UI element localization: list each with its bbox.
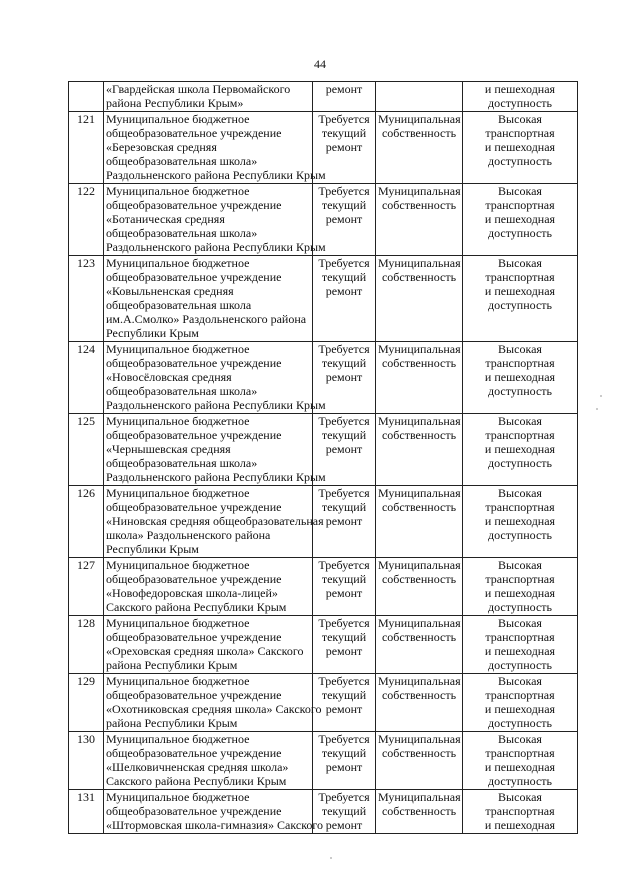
- institution-name-line: Раздольненского района Республики Крым: [106, 168, 326, 182]
- accessibility-line: транспортная: [485, 428, 555, 442]
- institution-name-line: Раздольненского района Республики Крым: [106, 470, 326, 484]
- row-number-cell: 122: [69, 184, 104, 256]
- condition-cell: [313, 82, 376, 112]
- row-number-cell: 131: [69, 790, 104, 834]
- institution-name-line: «Ореховская средняя школа» Сакского: [106, 644, 304, 658]
- institution-name-line: общеобразовательная школа: [106, 298, 252, 312]
- accessibility-line: Высокая: [498, 558, 542, 572]
- accessibility-line: доступность: [487, 528, 552, 542]
- scan-speck: [330, 857, 332, 859]
- condition-line: текущий: [321, 270, 367, 284]
- table-row: [69, 616, 578, 674]
- institution-name-line: школа» Раздольненского района: [106, 528, 271, 542]
- institution-name-line: общеобразовательное учреждение: [106, 356, 282, 370]
- accessibility-line: Высокая: [498, 616, 542, 630]
- table-row: [69, 256, 578, 342]
- institution-name-line: Республики Крым: [106, 542, 199, 556]
- ownership-cell: [376, 674, 463, 732]
- accessibility-line: доступность: [487, 774, 552, 788]
- institution-name-line: общеобразовательное учреждение: [106, 746, 282, 760]
- institution-name-line: Республики Крым: [106, 326, 199, 340]
- table-row: [69, 674, 578, 732]
- institution-name-line: «Охотниковская средняя школа» Сакского: [106, 702, 322, 716]
- accessibility-line: и пешеходная: [484, 702, 556, 716]
- condition-cell: [313, 674, 376, 732]
- table-row: [69, 558, 578, 616]
- condition-line: текущий: [321, 500, 367, 514]
- ownership-line: Муниципальная: [378, 414, 461, 428]
- institution-name-line: Муниципальное бюджетное: [106, 184, 250, 198]
- row-number-cell: 130: [69, 732, 104, 790]
- institution-name-cell: [104, 790, 324, 834]
- condition-line: ремонт: [325, 82, 363, 96]
- accessibility-cell: [463, 184, 578, 256]
- row-number-cell: 124: [69, 342, 104, 414]
- accessibility-cell: [463, 82, 578, 112]
- institution-name-line: Сакского района Республики Крым: [106, 600, 287, 614]
- accessibility-line: транспортная: [485, 630, 555, 644]
- ownership-cell: [376, 414, 463, 486]
- institution-name-line: «Новосёловская средняя: [106, 370, 232, 384]
- accessibility-line: доступность: [487, 96, 552, 110]
- ownership-line: собственность: [381, 500, 457, 514]
- accessibility-line: Высокая: [498, 184, 542, 198]
- condition-line: Требуется: [318, 342, 370, 356]
- accessibility-line: доступность: [487, 456, 552, 470]
- ownership-line: собственность: [381, 126, 457, 140]
- row-number-cell: 129: [69, 674, 104, 732]
- accessibility-line: Высокая: [498, 790, 542, 804]
- institution-name-cell: [104, 732, 313, 790]
- ownership-cell: [376, 616, 463, 674]
- accessibility-line: транспортная: [485, 688, 555, 702]
- ownership-line: собственность: [381, 746, 457, 760]
- accessibility-line: и пешеходная: [484, 760, 556, 774]
- ownership-line: Муниципальная: [378, 674, 461, 688]
- condition-line: ремонт: [325, 702, 363, 716]
- row-number-cell: 125: [69, 414, 104, 486]
- row-number-cell: 123: [69, 256, 104, 342]
- accessibility-line: доступность: [487, 600, 552, 614]
- institution-name-line: общеобразовательная школа»: [106, 154, 258, 168]
- institution-name-cell: [104, 184, 326, 256]
- accessibility-line: Высокая: [498, 414, 542, 428]
- accessibility-cell: [463, 256, 578, 342]
- ownership-line: собственность: [381, 270, 457, 284]
- scan-speck: [600, 395, 602, 397]
- institution-name-line: «Ковыльненская средняя: [106, 284, 234, 298]
- condition-line: текущий: [321, 688, 367, 702]
- ownership-line: Муниципальная: [378, 558, 461, 572]
- ownership-cell: [376, 732, 463, 790]
- accessibility-line: и пешеходная: [484, 82, 556, 96]
- institution-name-line: общеобразовательное учреждение: [106, 198, 282, 212]
- condition-line: Требуется: [318, 790, 370, 804]
- accessibility-line: Высокая: [498, 674, 542, 688]
- accessibility-cell: [463, 732, 578, 790]
- institution-name-line: «Новофедоровская школа-лицей»: [106, 586, 278, 600]
- ownership-cell: [376, 184, 463, 256]
- table-row: [69, 82, 578, 112]
- condition-cell: [313, 256, 376, 342]
- accessibility-cell: [463, 790, 578, 834]
- condition-line: текущий: [321, 572, 367, 586]
- table-row: [69, 112, 578, 184]
- condition-line: Требуется: [318, 486, 370, 500]
- institution-name-line: общеобразовательная школа»: [106, 226, 258, 240]
- condition-cell: [313, 732, 376, 790]
- row-number-cell: 126: [69, 486, 104, 558]
- ownership-cell: [376, 82, 463, 112]
- institution-name-cell: [104, 674, 322, 732]
- condition-line: ремонт: [325, 442, 363, 456]
- condition-line: ремонт: [325, 370, 363, 384]
- condition-line: ремонт: [325, 514, 363, 528]
- accessibility-line: транспортная: [485, 804, 555, 818]
- institution-name-cell: [104, 82, 313, 112]
- ownership-line: собственность: [381, 572, 457, 586]
- accessibility-line: и пешеходная: [484, 586, 556, 600]
- condition-line: текущий: [321, 198, 367, 212]
- institution-name-cell: [104, 342, 326, 414]
- ownership-cell: [376, 486, 463, 558]
- condition-line: текущий: [321, 746, 367, 760]
- institution-name-line: Муниципальное бюджетное: [106, 486, 250, 500]
- institution-name-line: общеобразовательное учреждение: [106, 630, 282, 644]
- accessibility-line: доступность: [487, 658, 552, 672]
- institution-name-line: Муниципальное бюджетное: [106, 558, 250, 572]
- condition-line: Требуется: [318, 256, 370, 270]
- accessibility-line: доступность: [487, 716, 552, 730]
- accessibility-line: транспортная: [485, 572, 555, 586]
- ownership-cell: [376, 558, 463, 616]
- institution-name-cell: [104, 112, 326, 184]
- accessibility-line: и пешеходная: [484, 284, 556, 298]
- institution-name-line: общеобразовательная школа»: [106, 384, 258, 398]
- accessibility-line: доступность: [487, 384, 552, 398]
- institution-name-line: «Березовская средняя: [106, 140, 217, 154]
- accessibility-line: транспортная: [485, 126, 555, 140]
- institution-name-line: Муниципальное бюджетное: [106, 256, 250, 270]
- accessibility-line: транспортная: [485, 198, 555, 212]
- ownership-cell: [376, 790, 463, 834]
- ownership-line: Муниципальная: [378, 112, 461, 126]
- accessibility-line: Высокая: [498, 342, 542, 356]
- table-row: [69, 732, 578, 790]
- institution-name-line: общеобразовательное учреждение: [106, 126, 282, 140]
- institution-name-line: Муниципальное бюджетное: [106, 674, 250, 688]
- accessibility-line: и пешеходная: [484, 212, 556, 226]
- ownership-line: Муниципальная: [378, 342, 461, 356]
- accessibility-cell: [463, 558, 578, 616]
- institution-name-line: района Республики Крым: [106, 716, 238, 730]
- accessibility-line: и пешеходная: [484, 514, 556, 528]
- institution-name-line: общеобразовательное учреждение: [106, 270, 282, 284]
- institution-name-line: «Штормовская школа-гимназия» Сакского: [106, 818, 324, 832]
- accessibility-cell: [463, 674, 578, 732]
- accessibility-line: и пешеходная: [484, 644, 556, 658]
- institution-name-cell: [104, 616, 313, 674]
- accessibility-line: Высокая: [498, 256, 542, 270]
- row-number-cell: 121: [69, 112, 104, 184]
- condition-cell: [313, 558, 376, 616]
- accessibility-line: и пешеходная: [484, 818, 556, 832]
- table-row: [69, 184, 578, 256]
- accessibility-line: Высокая: [498, 732, 542, 746]
- institution-name-line: общеобразовательное учреждение: [106, 572, 282, 586]
- accessibility-line: транспортная: [485, 270, 555, 284]
- institution-name-line: Муниципальное бюджетное: [106, 112, 250, 126]
- accessibility-cell: [463, 414, 578, 486]
- accessibility-line: доступность: [487, 154, 552, 168]
- institution-name-line: района Республики Крым: [106, 658, 238, 672]
- institution-name-line: Муниципальное бюджетное: [106, 732, 250, 746]
- accessibility-cell: [463, 616, 578, 674]
- condition-line: ремонт: [325, 586, 363, 600]
- condition-line: ремонт: [325, 140, 363, 154]
- condition-line: текущий: [321, 630, 367, 644]
- condition-line: текущий: [321, 804, 367, 818]
- condition-line: Требуется: [318, 616, 370, 630]
- institution-name-cell: [104, 558, 313, 616]
- ownership-cell: [376, 342, 463, 414]
- condition-line: ремонт: [325, 644, 363, 658]
- table-row: [69, 414, 578, 486]
- institution-name-line: «Гвардейская школа Первомайского: [106, 82, 291, 96]
- institution-name-line: «Ботаническая средняя: [106, 212, 225, 226]
- institution-name-line: Раздольненского района Республики Крым: [106, 398, 326, 412]
- page-number: 44: [314, 57, 326, 71]
- accessibility-cell: [463, 342, 578, 414]
- condition-line: ремонт: [325, 760, 363, 774]
- accessibility-line: Высокая: [498, 112, 542, 126]
- condition-line: Требуется: [318, 414, 370, 428]
- ownership-line: собственность: [381, 198, 457, 212]
- condition-line: Требуется: [318, 558, 370, 572]
- condition-line: Требуется: [318, 112, 370, 126]
- institution-name-line: общеобразовательное учреждение: [106, 804, 282, 818]
- institution-name-line: района Республики Крым»: [106, 96, 244, 110]
- condition-line: Требуется: [318, 732, 370, 746]
- condition-line: текущий: [321, 356, 367, 370]
- ownership-line: Муниципальная: [378, 790, 461, 804]
- row-number-cell: 128: [69, 616, 104, 674]
- accessibility-line: доступность: [487, 226, 552, 240]
- institution-name-line: Раздольненского района Республики Крым: [106, 240, 326, 254]
- condition-line: ремонт: [325, 212, 363, 226]
- condition-line: Требуется: [318, 184, 370, 198]
- institution-name-cell: [104, 486, 324, 558]
- accessibility-line: Высокая: [498, 486, 542, 500]
- schools-table: [68, 81, 578, 834]
- accessibility-line: и пешеходная: [484, 442, 556, 456]
- institution-name-line: общеобразовательное учреждение: [106, 688, 282, 702]
- institution-name-line: общеобразовательная школа»: [106, 456, 258, 470]
- ownership-line: собственность: [381, 356, 457, 370]
- accessibility-line: транспортная: [485, 356, 555, 370]
- scan-speck: [596, 408, 598, 410]
- institution-name-line: «Чернышевская средняя: [106, 442, 231, 456]
- institution-name-line: Муниципальное бюджетное: [106, 616, 250, 630]
- ownership-cell: [376, 112, 463, 184]
- ownership-cell: [376, 256, 463, 342]
- institution-name-cell: [104, 414, 326, 486]
- ownership-line: собственность: [381, 688, 457, 702]
- institution-name-line: им.А.Смолко» Раздольненского района: [106, 312, 307, 326]
- institution-name-line: Муниципальное бюджетное: [106, 342, 250, 356]
- accessibility-cell: [463, 486, 578, 558]
- institution-name-line: «Ниновская средняя общеобразовательная: [106, 514, 324, 528]
- ownership-line: Муниципальная: [378, 616, 461, 630]
- row-number-cell: 127: [69, 558, 104, 616]
- condition-line: текущий: [321, 126, 367, 140]
- accessibility-line: и пешеходная: [484, 370, 556, 384]
- ownership-line: собственность: [381, 804, 457, 818]
- institution-name-cell: [104, 256, 313, 342]
- institution-name-line: Муниципальное бюджетное: [106, 790, 250, 804]
- accessibility-line: и пешеходная: [484, 140, 556, 154]
- accessibility-cell: [463, 112, 578, 184]
- institution-name-line: Муниципальное бюджетное: [106, 414, 250, 428]
- table-body: [69, 82, 578, 834]
- accessibility-line: транспортная: [485, 746, 555, 760]
- table-row: [69, 342, 578, 414]
- ownership-line: Муниципальная: [378, 732, 461, 746]
- institution-name-line: общеобразовательное учреждение: [106, 500, 282, 514]
- institution-name-line: «Шелковичненская средняя школа»: [106, 760, 289, 774]
- ownership-line: собственность: [381, 630, 457, 644]
- institution-name-line: общеобразовательное учреждение: [106, 428, 282, 442]
- condition-cell: [313, 616, 376, 674]
- table-row: [69, 790, 578, 834]
- ownership-line: собственность: [381, 428, 457, 442]
- accessibility-line: транспортная: [485, 500, 555, 514]
- condition-line: текущий: [321, 428, 367, 442]
- condition-line: ремонт: [325, 284, 363, 298]
- row-number-cell: [69, 82, 104, 112]
- institution-name-line: Сакского района Республики Крым: [106, 774, 287, 788]
- table-row: [69, 486, 578, 558]
- ownership-line: Муниципальная: [378, 486, 461, 500]
- ownership-line: Муниципальная: [378, 256, 461, 270]
- condition-line: Требуется: [318, 674, 370, 688]
- ownership-line: Муниципальная: [378, 184, 461, 198]
- condition-line: ремонт: [325, 818, 363, 832]
- accessibility-line: доступность: [487, 298, 552, 312]
